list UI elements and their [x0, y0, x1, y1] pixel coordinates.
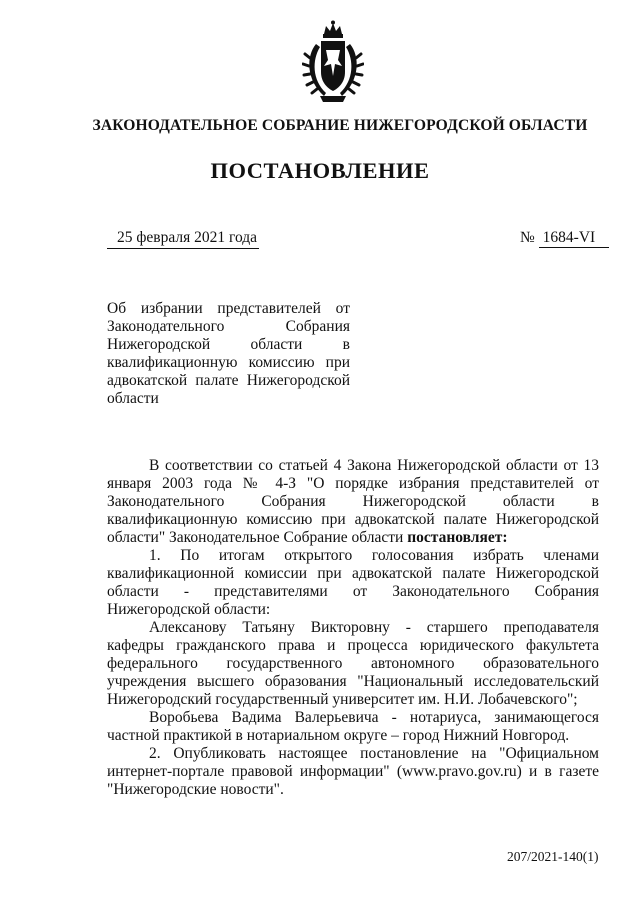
document-date: 25 февраля 2021 года	[107, 229, 259, 249]
document-number	[520, 229, 609, 247]
number-value: 1684-VI	[539, 229, 610, 248]
preamble-paragraph	[107, 457, 599, 547]
preamble-text: В соответствии со статьей 4 Закона Нижегородской области от 13 января 2003 года № 4-З "О порядке избрания представителей от Законодательного Собрания Нижегородской области в квалификационную комиссию при адвокатской палате Нижегородской области" Законодательное Собрание области	[107, 457, 599, 546]
document-type: ПОСТАНОВЛЕНИЕ	[210, 158, 430, 183]
item-2-paragraph: 2. Опубликовать настоящее постановление на "Официальном интернет-портале правовой информации" (www.pravo.gov.ru) и в газете "Нижегородские новости".	[107, 745, 599, 798]
document-body	[107, 457, 599, 799]
org-title: ЗАКОНОДАТЕЛЬНОЕ СОБРАНИЕ НИЖЕГОРОДСКОЙ ОБЛАСТИ	[92, 117, 588, 134]
footer-document-code: 207/2021-140(1)	[507, 849, 599, 864]
person-2-paragraph: Воробьева Вадима Валерьевича - нотариуса, занимающегося частной практикой в нотариальном округе – город Нижний Новгород.	[107, 709, 599, 744]
person-1-paragraph: Алексанову Татьяну Викторовну - старшего преподавателя кафедры гражданского права и процесса юридического факультета федерального государственного автономного образовательного учреждения высшего образования "Национальный исследовательский Нижегородский государственный университет им. Н.И. Лобачевского";	[107, 619, 599, 708]
preamble-resolution: постановляет:	[407, 529, 508, 546]
number-label: №	[520, 229, 535, 246]
item-1-paragraph: 1. По итогам открытого голосования избрать членами квалификационной комиссии при адвокатской палате Нижегородской области - представителями от Законодательного Собрания Нижегородской области:	[107, 547, 599, 618]
document-subject: Об избрании представителей от Законодательного Собрания Нижегородской области в квалификационную комиссию при адвокатской палате Нижегородской области	[107, 300, 350, 407]
coat-of-arms-emblem	[302, 20, 364, 104]
